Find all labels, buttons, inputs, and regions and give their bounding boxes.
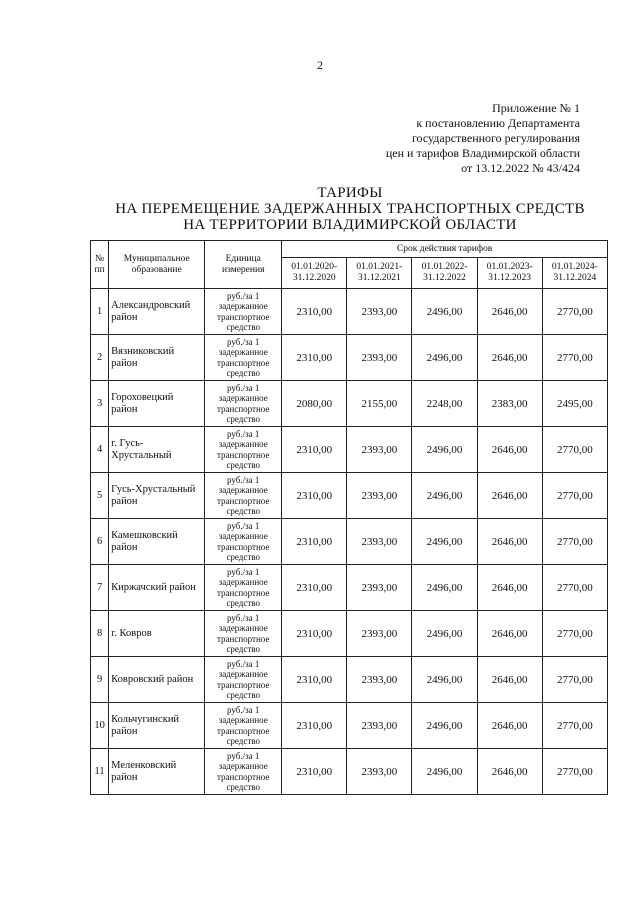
unit-cell: руб./за 1 задержанное транспортное средство bbox=[205, 565, 282, 611]
table-header bbox=[91, 241, 608, 289]
title-line: НА ПЕРЕМЕЩЕНИЕ ЗАДЕРЖАННЫХ ТРАНСПОРТНЫХ СРЕДСТВ bbox=[115, 201, 585, 217]
tariff-value-cell: 2310,00 bbox=[282, 611, 347, 657]
tariff-value-cell: 2770,00 bbox=[542, 519, 607, 565]
table-row bbox=[91, 611, 608, 657]
appendix-block bbox=[386, 101, 580, 176]
tariff-value-cell: 2248,00 bbox=[412, 381, 477, 427]
tariff-value-cell: 2496,00 bbox=[412, 427, 477, 473]
tariff-value-cell: 2646,00 bbox=[477, 703, 542, 749]
tariff-value-cell: 2770,00 bbox=[542, 611, 607, 657]
tariff-value-cell: 2496,00 bbox=[412, 565, 477, 611]
tariff-value-cell: 2496,00 bbox=[412, 335, 477, 381]
row-number-cell: 9 bbox=[91, 657, 109, 703]
unit-cell: руб./за 1 задержанное транспортное средство bbox=[205, 611, 282, 657]
unit-cell: руб./за 1 задержанное транспортное средство bbox=[205, 519, 282, 565]
tariff-value-cell: 2393,00 bbox=[347, 657, 412, 703]
tariff-value-cell: 2496,00 bbox=[412, 473, 477, 519]
municipality-cell: Меленковский район bbox=[109, 749, 205, 795]
tariff-value-cell: 2496,00 bbox=[412, 611, 477, 657]
tariff-value-cell: 2496,00 bbox=[412, 289, 477, 335]
tariff-value-cell: 2393,00 bbox=[347, 289, 412, 335]
tariff-value-cell: 2770,00 bbox=[542, 657, 607, 703]
tariff-value-cell: 2080,00 bbox=[282, 381, 347, 427]
appendix-line: от 13.12.2022 № 43/424 bbox=[461, 161, 580, 175]
header-period: 01.01.2021-31.12.2021 bbox=[347, 258, 412, 289]
tariff-value-cell: 2310,00 bbox=[282, 335, 347, 381]
appendix-line: государственного регулирования bbox=[411, 131, 580, 145]
tariff-value-cell: 2155,00 bbox=[347, 381, 412, 427]
municipality-cell: г. Ковров bbox=[109, 611, 205, 657]
tariff-value-cell: 2310,00 bbox=[282, 473, 347, 519]
tariff-value-cell: 2646,00 bbox=[477, 749, 542, 795]
tariff-value-cell: 2496,00 bbox=[412, 519, 477, 565]
unit-cell: руб./за 1 задержанное транспортное средство bbox=[205, 473, 282, 519]
header-municipality: Муниципальное образование bbox=[109, 241, 205, 289]
municipality-cell: Гороховецкий район bbox=[109, 381, 205, 427]
municipality-cell: Гусь-Хрустальный район bbox=[109, 473, 205, 519]
tariff-value-cell: 2496,00 bbox=[412, 703, 477, 749]
tariff-value-cell: 2393,00 bbox=[347, 335, 412, 381]
table-row bbox=[91, 289, 608, 335]
tariff-value-cell: 2770,00 bbox=[542, 427, 607, 473]
tariff-value-cell: 2310,00 bbox=[282, 657, 347, 703]
tariff-value-cell: 2393,00 bbox=[347, 611, 412, 657]
row-number-cell: 2 bbox=[91, 335, 109, 381]
municipality-cell: Вязниковский район bbox=[109, 335, 205, 381]
unit-cell: руб./за 1 задержанное транспортное средство bbox=[205, 335, 282, 381]
appendix-line: Приложение № 1 bbox=[492, 101, 580, 115]
header-period: 01.01.2024-31.12.2024 bbox=[542, 258, 607, 289]
tariff-value-cell: 2310,00 bbox=[282, 565, 347, 611]
tariff-value-cell: 2310,00 bbox=[282, 289, 347, 335]
tariff-value-cell: 2646,00 bbox=[477, 611, 542, 657]
tariff-value-cell: 2393,00 bbox=[347, 427, 412, 473]
row-number-cell: 3 bbox=[91, 381, 109, 427]
row-number-cell: 10 bbox=[91, 703, 109, 749]
table-row bbox=[91, 473, 608, 519]
tariff-value-cell: 2383,00 bbox=[477, 381, 542, 427]
header-num: № пп bbox=[91, 241, 109, 289]
table-row bbox=[91, 381, 608, 427]
title-line: НА ТЕРРИТОРИИ ВЛАДИМИРСКОЙ ОБЛАСТИ bbox=[183, 217, 517, 233]
tariff-value-cell: 2393,00 bbox=[347, 749, 412, 795]
tariff-value-cell: 2393,00 bbox=[347, 703, 412, 749]
tariff-value-cell: 2646,00 bbox=[477, 335, 542, 381]
table-row bbox=[91, 519, 608, 565]
row-number-cell: 8 bbox=[91, 611, 109, 657]
unit-cell: руб./за 1 задержанное транспортное средство bbox=[205, 703, 282, 749]
table-row bbox=[91, 749, 608, 795]
municipality-cell: Киржачский район bbox=[109, 565, 205, 611]
header-unit: Единица измерения bbox=[205, 241, 282, 289]
page-number: 2 bbox=[317, 58, 323, 72]
tariff-value-cell: 2495,00 bbox=[542, 381, 607, 427]
tariff-value-cell: 2770,00 bbox=[542, 565, 607, 611]
tariff-value-cell: 2310,00 bbox=[282, 703, 347, 749]
unit-cell: руб./за 1 задержанное транспортное средство bbox=[205, 749, 282, 795]
appendix-line: цен и тарифов Владимирской области bbox=[385, 146, 580, 160]
table-row bbox=[91, 703, 608, 749]
tariff-value-cell: 2770,00 bbox=[542, 703, 607, 749]
title-line: ТАРИФЫ bbox=[317, 185, 383, 201]
tariff-value-cell: 2496,00 bbox=[412, 749, 477, 795]
row-number-cell: 4 bbox=[91, 427, 109, 473]
municipality-cell: Александровский район bbox=[109, 289, 205, 335]
unit-cell: руб./за 1 задержанное транспортное средство bbox=[205, 427, 282, 473]
tariff-value-cell: 2310,00 bbox=[282, 519, 347, 565]
appendix-line: к постановлению Департамента bbox=[416, 116, 580, 130]
tariff-value-cell: 2393,00 bbox=[347, 473, 412, 519]
tariff-value-cell: 2310,00 bbox=[282, 749, 347, 795]
tariff-value-cell: 2770,00 bbox=[542, 749, 607, 795]
unit-cell: руб./за 1 задержанное транспортное средство bbox=[205, 657, 282, 703]
tariff-value-cell: 2310,00 bbox=[282, 427, 347, 473]
unit-cell: руб./за 1 задержанное транспортное средство bbox=[205, 289, 282, 335]
header-period: 01.01.2022-31.12.2022 bbox=[412, 258, 477, 289]
row-number-cell: 6 bbox=[91, 519, 109, 565]
municipality-cell: Кольчугинский район bbox=[109, 703, 205, 749]
row-number-cell: 11 bbox=[91, 749, 109, 795]
table-row bbox=[91, 565, 608, 611]
header-period: 01.01.2023-31.12.2023 bbox=[477, 258, 542, 289]
header-period-group: Срок действия тарифов bbox=[282, 241, 608, 258]
tariff-value-cell: 2393,00 bbox=[347, 565, 412, 611]
table-row bbox=[91, 427, 608, 473]
tariff-value-cell: 2770,00 bbox=[542, 289, 607, 335]
tariff-value-cell: 2496,00 bbox=[412, 657, 477, 703]
table-row bbox=[91, 335, 608, 381]
tariff-value-cell: 2770,00 bbox=[542, 335, 607, 381]
tariff-value-cell: 2646,00 bbox=[477, 565, 542, 611]
tariff-value-cell: 2646,00 bbox=[477, 519, 542, 565]
municipality-cell: г. Гусь-Хрустальный bbox=[109, 427, 205, 473]
tariff-value-cell: 2646,00 bbox=[477, 289, 542, 335]
tariff-value-cell: 2646,00 bbox=[477, 427, 542, 473]
row-number-cell: 7 bbox=[91, 565, 109, 611]
table-body bbox=[91, 289, 608, 795]
table-row bbox=[91, 657, 608, 703]
tariff-value-cell: 2646,00 bbox=[477, 473, 542, 519]
tariffs-table bbox=[90, 240, 608, 795]
row-number-cell: 5 bbox=[91, 473, 109, 519]
row-number-cell: 1 bbox=[91, 289, 109, 335]
tariff-value-cell: 2770,00 bbox=[542, 473, 607, 519]
tariff-value-cell: 2646,00 bbox=[477, 657, 542, 703]
municipality-cell: Ковровский район bbox=[109, 657, 205, 703]
document-title bbox=[0, 185, 640, 233]
tariff-value-cell: 2393,00 bbox=[347, 519, 412, 565]
unit-cell: руб./за 1 задержанное транспортное средство bbox=[205, 381, 282, 427]
header-period: 01.01.2020-31.12.2020 bbox=[282, 258, 347, 289]
municipality-cell: Камешковский район bbox=[109, 519, 205, 565]
